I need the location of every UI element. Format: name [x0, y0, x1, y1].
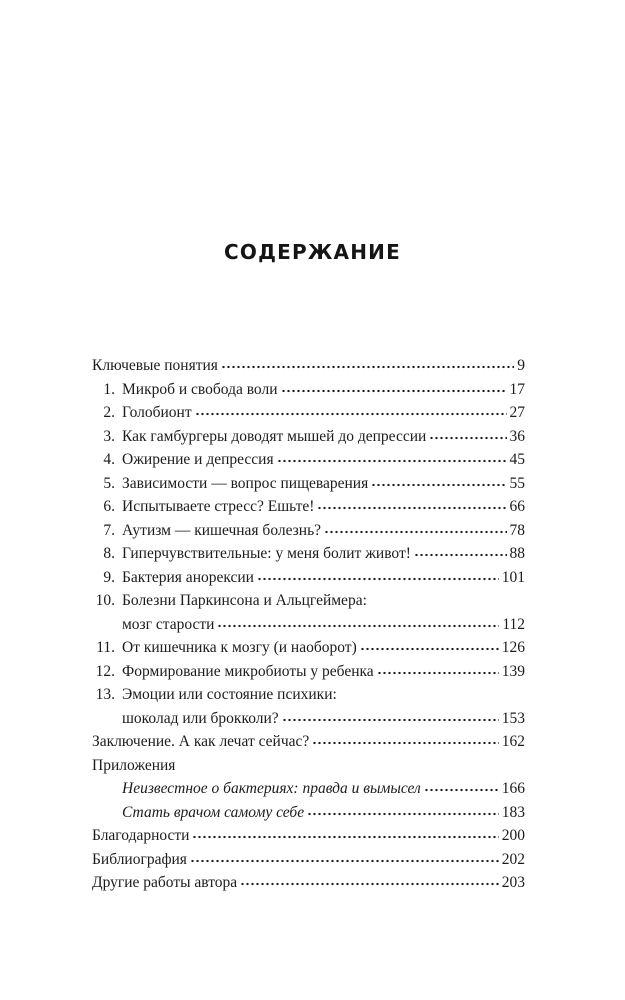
toc-page-number: 55 — [509, 474, 525, 492]
toc-entry — [92, 566, 525, 590]
dot-leader — [377, 671, 499, 675]
toc-entry-continuation — [92, 613, 525, 637]
dot-leader — [221, 365, 514, 369]
toc-entry-label: Микроб и свобода воли — [122, 380, 278, 398]
toc-entry-label: Зависимости — вопрос пищеварения — [122, 474, 369, 492]
toc-page-number: 162 — [501, 733, 525, 750]
toc-chapter-number: 7. — [103, 521, 115, 539]
toc-entry-label: шоколад или брокколи? — [122, 709, 279, 727]
dot-leader — [371, 483, 506, 487]
toc-entry-label: От кишечника к мозгу (и наоборот) — [122, 639, 357, 656]
toc-entry — [92, 683, 525, 707]
dot-leader — [190, 859, 499, 863]
toc-page-number: 183 — [501, 803, 525, 821]
toc-chapter-number: 3. — [103, 427, 115, 445]
toc-chapter-number: 9. — [103, 568, 115, 586]
dot-leader — [414, 553, 507, 557]
toc-entry-label: Заключение. А как лечат сейчас? — [92, 733, 310, 750]
toc-entry-label: Приложения — [92, 756, 176, 774]
toc-chapter-number: 13. — [95, 686, 115, 703]
dot-leader — [307, 812, 499, 816]
toc-entry — [92, 871, 525, 895]
dot-leader — [429, 436, 506, 440]
toc-entry — [92, 660, 525, 684]
toc-entry — [92, 378, 525, 402]
toc-page-number: 9 — [517, 357, 525, 374]
toc-chapter-number: 10. — [95, 592, 115, 609]
dot-leader — [277, 459, 507, 463]
dot-leader — [360, 647, 499, 651]
toc-entry — [92, 519, 525, 543]
toc-entry-label: Формирование микробиоты у ребенка — [122, 662, 374, 680]
toc-entry — [92, 542, 525, 566]
toc-chapter-number: 12. — [95, 662, 115, 680]
toc-page-number: 45 — [509, 451, 525, 468]
toc-entry-label: Другие работы автора — [92, 874, 238, 891]
dot-leader — [324, 530, 506, 534]
toc-entry — [92, 636, 525, 660]
toc-entry-label: Испытываете стресс? Ешьте! — [122, 498, 315, 515]
toc-entry — [92, 495, 525, 519]
toc-page-number: 36 — [509, 427, 525, 445]
toc-chapter-number: 4. — [103, 451, 115, 468]
dot-leader — [312, 741, 498, 745]
toc-entry — [92, 448, 525, 472]
toc-entry-label: мозг старости — [122, 615, 215, 633]
toc-page-number: 78 — [509, 521, 525, 539]
dot-leader — [240, 882, 499, 886]
toc-chapter-number: 6. — [103, 498, 115, 515]
toc-entry-label: Ожирение и депрессия — [122, 451, 274, 468]
toc-page-number: 27 — [509, 404, 525, 421]
toc-page-number: 88 — [509, 545, 525, 562]
toc-entry-label: Стать врачом самому себе — [122, 803, 305, 821]
toc-chapter-number: 5. — [103, 474, 115, 492]
toc-entry-label: Голобионт — [122, 404, 192, 421]
toc-subentry — [92, 801, 525, 825]
toc-entry — [92, 589, 525, 613]
toc-entry-label: Аутизм — кишечная болезнь? — [122, 521, 322, 539]
toc-page-number: 203 — [501, 874, 525, 891]
toc-chapter-number: 11. — [96, 639, 115, 656]
toc-entry-continuation — [92, 707, 525, 731]
toc-entry-label: Как гамбургеры доводят мышей до депрессии — [122, 427, 427, 445]
toc-chapter-number: 8. — [103, 545, 115, 562]
toc-title: СОДЕРЖАНИЕ — [224, 240, 401, 264]
toc-entry-label: Болезни Паркинсона и Альцгеймера: — [122, 592, 367, 609]
toc-page-number: 126 — [501, 639, 525, 656]
toc-entry-label: Благодарности — [92, 827, 190, 844]
toc-page-number: 17 — [509, 380, 525, 398]
dot-leader — [424, 788, 499, 792]
toc-entry-label: Бактерия анорексии — [122, 568, 254, 586]
toc-page-number: 139 — [501, 662, 525, 680]
toc-page-number: 166 — [501, 780, 525, 797]
toc-entry-label: Неизвестное о бактериях: правда и вымысел — [122, 780, 421, 797]
toc-subentry — [92, 777, 525, 801]
toc-entry — [92, 848, 525, 872]
toc-entry — [92, 730, 525, 754]
toc-entry-label: Ключевые понятия — [92, 357, 218, 374]
table-of-contents — [92, 354, 525, 895]
toc-chapter-number: 2. — [103, 404, 115, 421]
dot-leader — [217, 624, 499, 628]
dot-leader — [281, 389, 507, 393]
toc-page-number: 153 — [501, 709, 525, 727]
toc-chapter-number: 1. — [103, 380, 115, 398]
toc-entry — [92, 354, 525, 378]
toc-page-number: 101 — [501, 568, 525, 586]
dot-leader — [317, 506, 506, 510]
toc-entry — [92, 472, 525, 496]
toc-page-number: 200 — [501, 827, 525, 844]
toc-entry-label: Библиография — [92, 850, 187, 868]
toc-page-number: 112 — [502, 615, 525, 633]
toc-page-number: 202 — [501, 850, 525, 868]
dot-leader — [282, 718, 499, 722]
dot-leader — [257, 577, 499, 581]
toc-entry — [92, 824, 525, 848]
dot-leader — [195, 412, 507, 416]
dot-leader — [192, 835, 498, 839]
toc-entry-label: Гиперчувствительные: у меня болит живот! — [122, 545, 411, 562]
toc-entry — [92, 425, 525, 449]
toc-page-number: 66 — [509, 498, 525, 515]
toc-entry — [92, 401, 525, 425]
toc-entry-label: Эмоции или состояние психики: — [122, 686, 337, 703]
toc-section-heading — [92, 754, 525, 778]
